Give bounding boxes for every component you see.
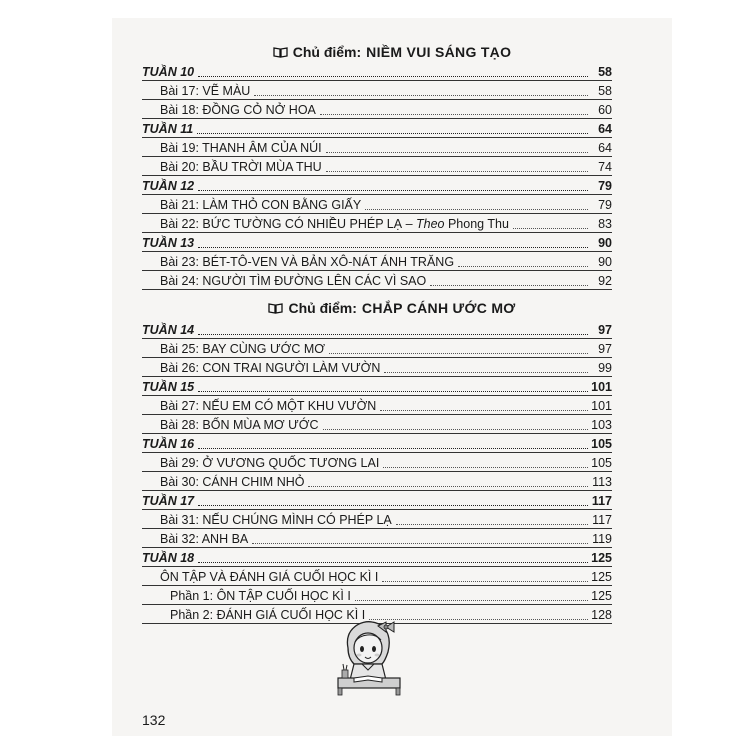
toc-lesson-row[interactable] [142,157,612,176]
leader-dots [326,148,588,153]
toc-lesson-row[interactable] [142,453,612,472]
toc-week-row[interactable] [142,320,612,339]
leader-dots [197,129,588,134]
toc-lesson-row[interactable] [142,81,612,100]
toc-entry-label: Bài 25: BAY CÙNG ƯỚC MƠ [160,342,326,356]
toc-week-row[interactable] [142,233,612,252]
toc-page-number: 58 [598,84,612,98]
leader-dots [355,596,588,601]
toc-author-prefix: Theo [416,217,445,231]
leader-dots [308,482,588,487]
toc-week-row[interactable] [142,119,612,138]
leader-dots [382,577,588,582]
toc-entry-label: TUẦN 12 [142,179,195,193]
leader-dots [458,262,588,267]
section-prefix: Chủ điểm: [288,300,357,316]
leader-dots [198,501,588,506]
toc-entry-label: Bài 32: ANH BA [160,532,249,546]
leader-dots [365,205,588,210]
toc-entry-label: Bài 28: BỐN MÙA MƠ ƯỚC [160,418,319,432]
toc-lesson-row[interactable] [142,271,612,290]
toc-entry-label: TUẦN 10 [142,65,195,79]
toc-page-number: 97 [598,323,612,337]
toc-lesson-row[interactable] [142,472,612,491]
section-name: NIỀM VUI SÁNG TẠO [366,44,512,60]
toc-entry-label: Bài 31: NẾU CHÚNG MÌNH CÓ PHÉP LẠ [160,513,392,527]
toc-entry-label: Bài 21: LÀM THỎ CON BẰNG GIẤY [160,198,362,212]
toc-page-number: 58 [598,65,612,79]
leader-dots [198,72,588,77]
leader-dots [513,224,588,229]
section-name: CHẮP CÁNH ƯỚC MƠ [361,300,516,316]
toc-page-number: 128 [591,608,612,622]
toc-lesson-row[interactable] [142,529,612,548]
leader-dots [198,444,588,449]
toc-page-number: 125 [591,551,612,565]
toc-entry-label: Bài 20: BẦU TRỜI MÙA THU [160,160,322,174]
toc-page-number: 125 [591,570,612,584]
toc-entry-title: Bài 22: BỨC TƯỜNG CÓ NHIỀU PHÉP LẠ – [160,217,416,231]
toc-entry-label: Bài 17: VẼ MÀU [160,84,251,98]
leader-dots [198,558,588,563]
toc-lesson-row[interactable] [142,510,612,529]
leader-dots [198,387,588,392]
leader-dots [326,167,588,172]
leader-dots [198,186,588,191]
leader-dots [198,330,588,335]
toc-lesson-row[interactable] [142,415,612,434]
section-prefix: Chủ điểm: [292,44,362,60]
toc-page-number: 79 [598,179,612,193]
toc-lesson-row[interactable] [142,339,612,358]
toc-page-number: 105 [591,437,612,451]
toc-page-number: 83 [598,217,612,231]
toc-page-number: 79 [598,198,612,212]
toc-page-number: 125 [591,589,612,603]
toc-entry-label: TUẦN 14 [142,323,195,337]
leader-dots [254,91,588,96]
toc-lesson-row[interactable] [142,214,612,233]
toc-page-number: 90 [598,236,612,250]
toc-entry-label: TUẦN 16 [142,437,195,451]
toc-page-number: 64 [598,141,612,155]
leader-dots [383,463,588,468]
toc-page-number: 90 [598,255,612,269]
open-book-icon [268,302,283,314]
toc-lesson-row[interactable] [142,358,612,377]
open-book-icon [273,46,288,58]
toc-section-2 [142,320,612,624]
toc-week-row[interactable] [142,548,612,567]
toc-entry-label: Phần 1: ÔN TẬP CUỐI HỌC KÌ I [170,589,351,603]
toc-lesson-row[interactable] [142,100,612,119]
leader-dots [384,368,588,373]
toc-lesson-row[interactable] [142,195,612,214]
toc-author-name: Phong Thu [444,217,509,231]
toc-page-number: 97 [598,342,612,356]
section-title-2 [112,300,672,316]
leader-dots [323,425,588,430]
girl-reading-illustration [334,618,404,696]
leader-dots [198,243,588,248]
toc-week-row[interactable] [142,176,612,195]
toc-page-number: 117 [591,494,612,508]
toc-page-number: 74 [598,160,612,174]
toc-entry-label: Phần 2: ĐÁNH GIÁ CUỐI HỌC KÌ I [170,608,366,622]
toc-entry-label: Bài 26: CON TRAI NGƯỜI LÀM VƯỜN [160,361,381,375]
toc-page-number: 119 [592,532,612,546]
toc-section-1 [142,62,612,290]
toc-page-number: 92 [598,274,612,288]
toc-week-row[interactable] [142,491,612,510]
toc-page-number: 113 [592,475,612,489]
toc-entry-label: ÔN TẬP VÀ ĐÁNH GIÁ CUỐI HỌC KÌ I [160,570,379,584]
leader-dots [320,110,588,115]
toc-page-number: 99 [598,361,612,375]
toc-week-row[interactable] [142,377,612,396]
toc-page-number: 117 [592,513,612,527]
toc-week-row[interactable] [142,62,612,81]
toc-entry-label: TUẦN 11 [142,122,194,136]
leader-dots [380,406,588,411]
toc-entry-label: TUẦN 13 [142,236,195,250]
page-number: 132 [142,712,166,728]
toc-entry-label: Bài 23: BÉT-TÔ-VEN VÀ BẢN XÔ-NÁT ÁNH TRĂNG [160,255,455,269]
toc-page-number: 105 [591,456,612,470]
toc-part-row[interactable] [142,586,612,605]
leader-dots [252,539,588,544]
toc-lesson-row[interactable] [142,567,612,586]
toc-entry-label: TUẦN 15 [142,380,195,394]
leader-dots [430,281,588,286]
toc-page-number: 101 [591,399,612,413]
toc-page-number: 101 [591,380,612,394]
toc-entry-label: TUẦN 18 [142,551,195,565]
toc-page-number: 103 [591,418,612,432]
toc-entry-label: TUẦN 17 [142,494,195,508]
book-page [112,18,672,736]
toc-entry-label: Bài 27: NẾU EM CÓ MỘT KHU VƯỜN [160,399,377,413]
toc-entry-label [142,216,511,232]
toc-lesson-row[interactable] [142,396,612,415]
toc-page-number: 60 [598,103,612,117]
leader-dots [329,349,588,354]
toc-lesson-row[interactable] [142,138,612,157]
section-title-1 [112,44,672,60]
toc-entry-label: Bài 24: NGƯỜI TÌM ĐƯỜNG LÊN CÁC VÌ SAO [160,274,427,288]
toc-entry-label: Bài 19: THANH ÂM CỦA NÚI [160,141,322,155]
toc-entry-label: Bài 18: ĐỒNG CỎ NỞ HOA [160,103,316,117]
toc-page-number: 64 [598,122,612,136]
toc-entry-label: Bài 29: Ở VƯƠNG QUỐC TƯƠNG LAI [160,456,380,470]
toc-entry-label: Bài 30: CÁNH CHIM NHỎ [160,475,305,489]
toc-week-row[interactable] [142,434,612,453]
leader-dots [396,520,588,525]
toc-lesson-row[interactable] [142,252,612,271]
